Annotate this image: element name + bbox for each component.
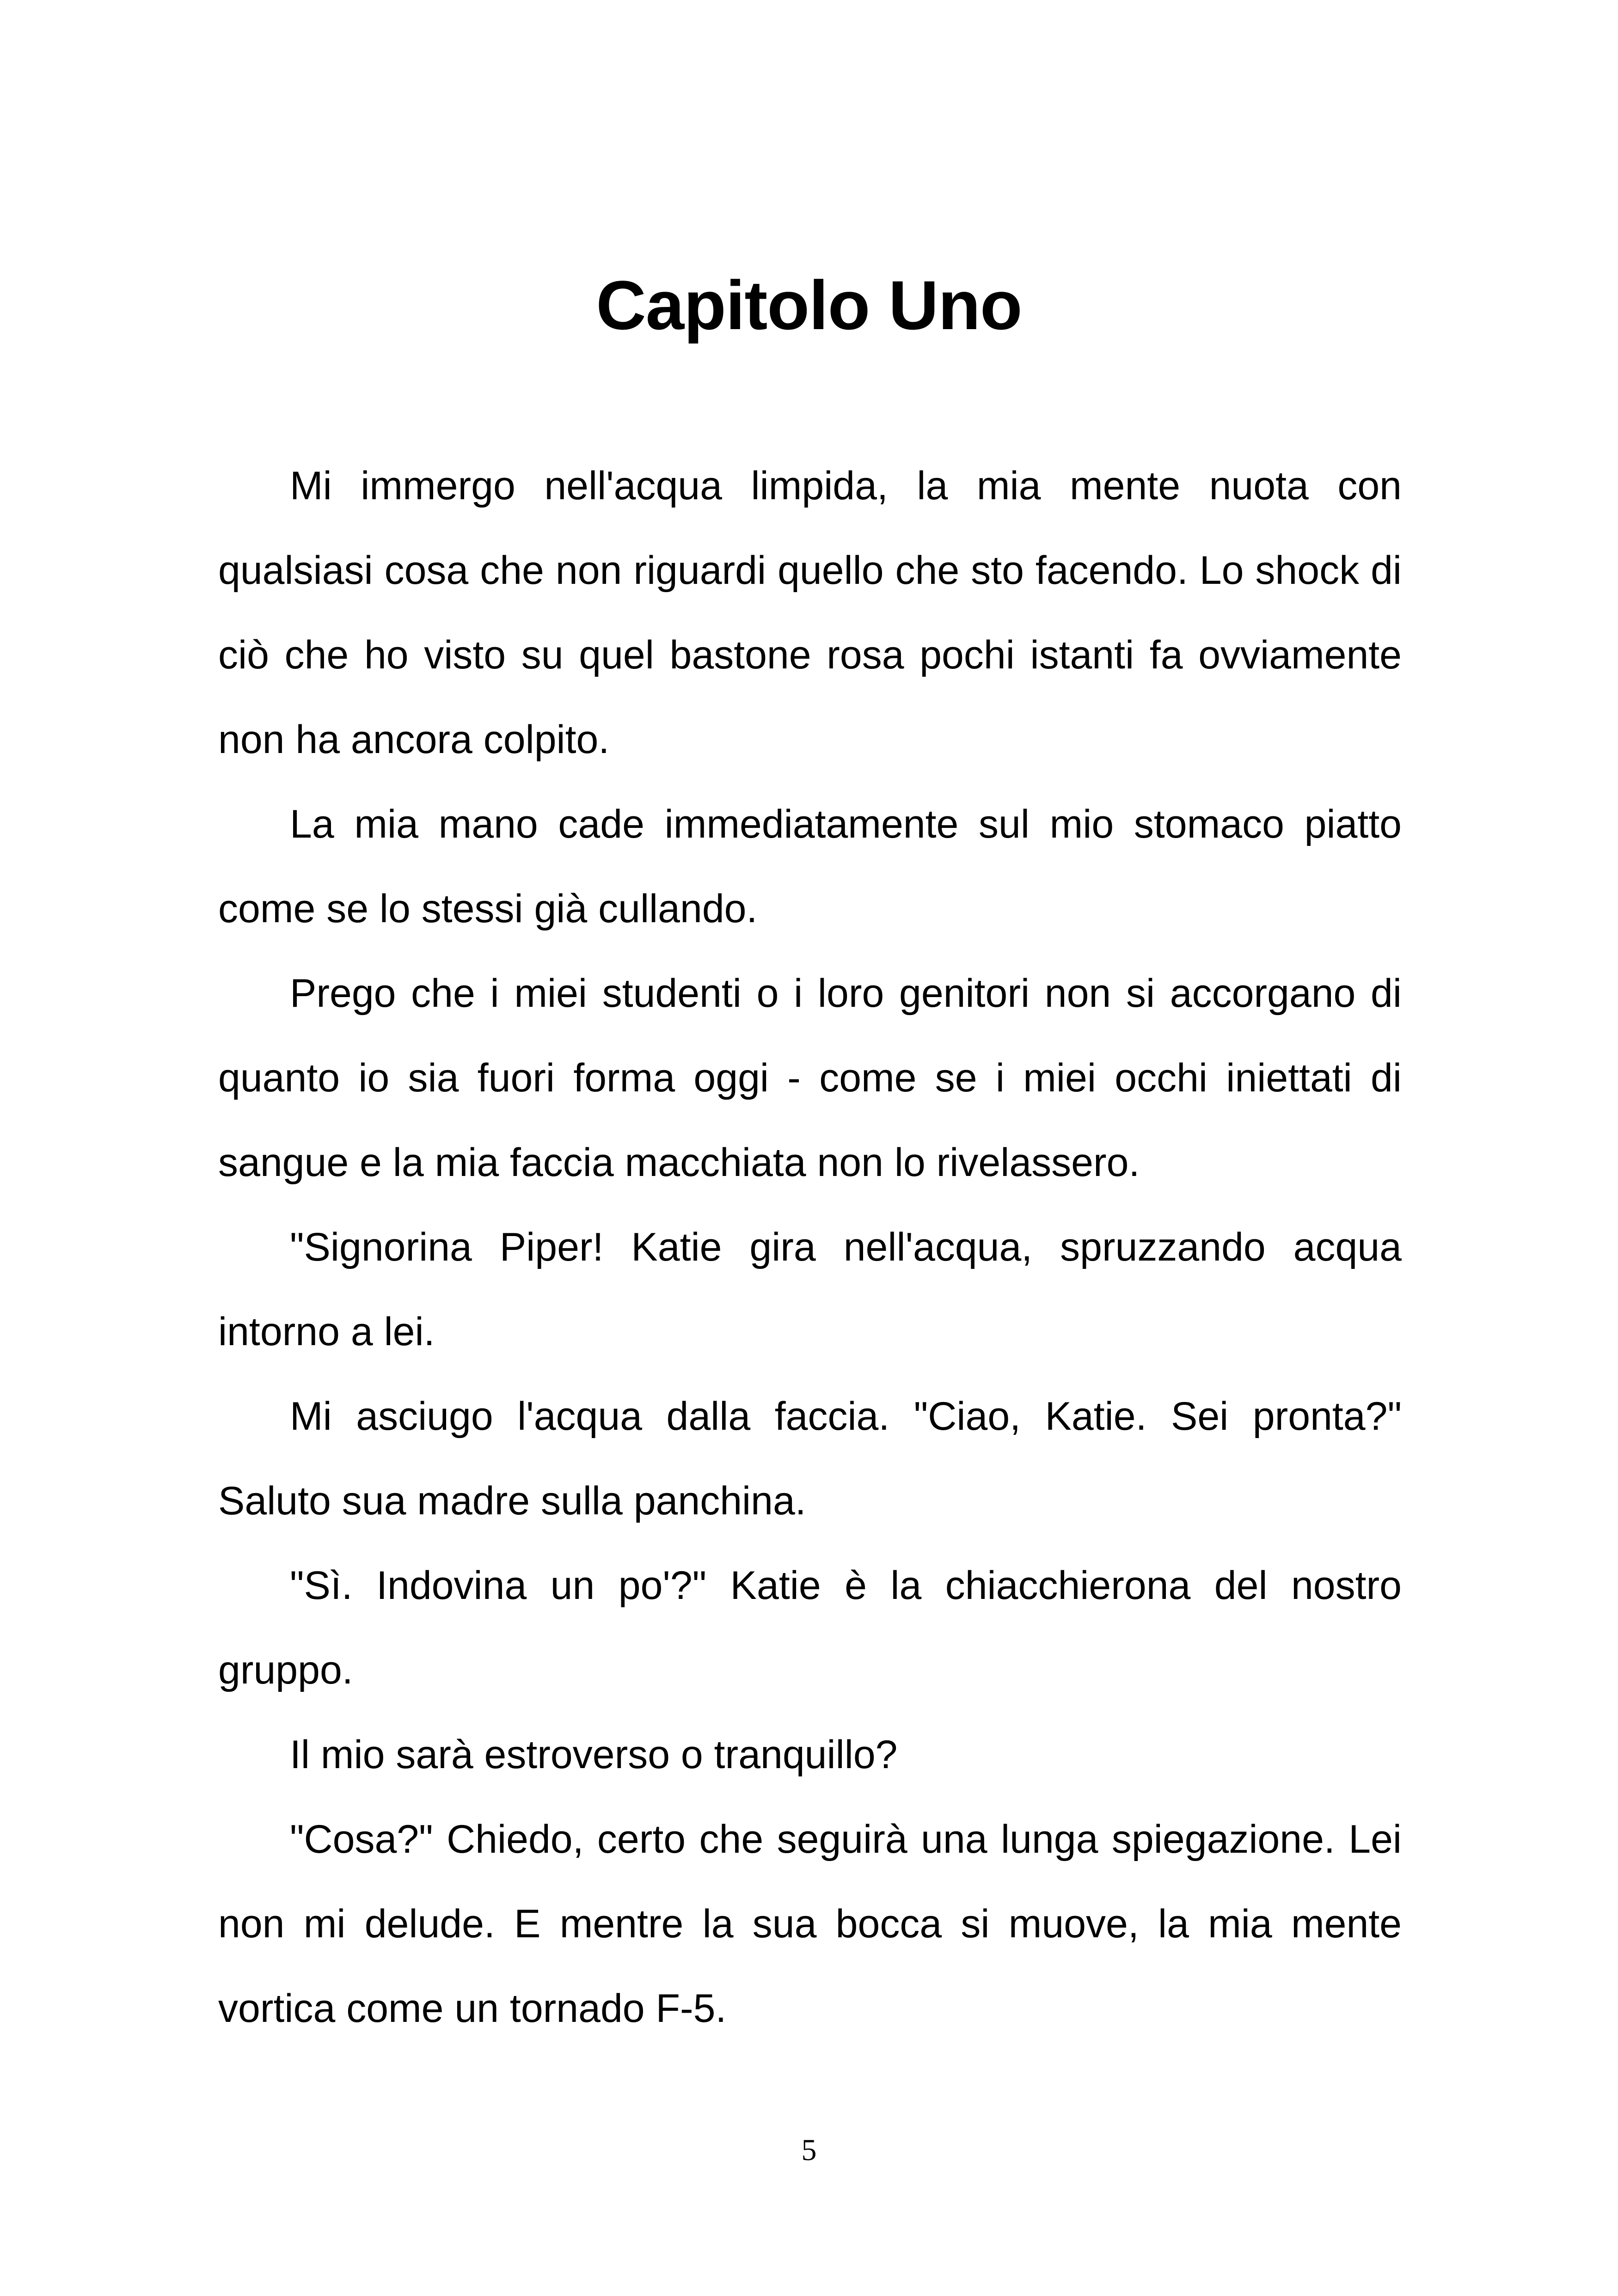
paragraph-4: "Signorina Piper! Katie gira nell'acqua, spruzzando acqua intorno a lei.	[218, 1225, 1402, 1354]
paragraph-5: Mi asciugo l'acqua dalla faccia. "Ciao, Katie. Sei pronta?" Saluto sua madre sulla panchina.	[218, 1394, 1402, 1523]
paragraph-3: Prego che i miei studenti o i loro genitori non si accorgano di quanto io sia fuori forma oggi - come se i miei occhi iniettati di sangue e la mia faccia macchiata non lo rivelassero.	[218, 971, 1402, 1185]
paragraph-2: La mia mano cade immediatamente sul mio stomaco piatto come se lo stessi già cullando.	[218, 802, 1402, 931]
page-number: 5	[801, 2133, 817, 2167]
chapter-body	[218, 444, 1402, 2051]
chapter-title: Capitolo Uno	[596, 266, 1022, 344]
paragraph-8: "Cosa?" Chiedo, certo che seguirà una lunga spiegazione. Lei non mi delude. E mentre la sua bocca si muove, la mia mente vortica come un tornado F-5.	[218, 1817, 1402, 2031]
paragraph-1: Mi immergo nell'acqua limpida, la mia mente nuota con qualsiasi cosa che non riguardi quello che sto facendo. Lo shock di ciò che ho visto su quel bastone rosa pochi istanti fa ovviamente non ha ancora colpito.	[218, 464, 1402, 762]
paragraph-7: Il mio sarà estroverso o tranquillo?	[290, 1733, 898, 1777]
paragraph-6: "Sì. Indovina un po'?" Katie è la chiacchierona del nostro gruppo.	[218, 1563, 1402, 1692]
